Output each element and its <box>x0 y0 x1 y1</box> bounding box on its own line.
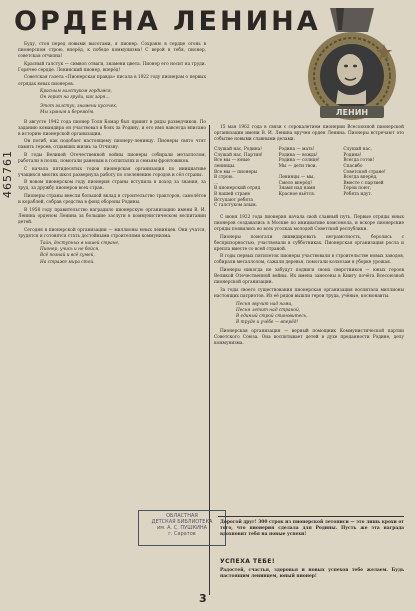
closing-intro: Дорогой друг! 300 строк из пионерской летописи — это лишь крохи от того, что пионерия сделала для Родины. Пусть же эта награда вдохновит тебя на новые успехи! <box>220 520 404 538</box>
left-body-paragraph: Пионеры страны внесли большой вклад в строительство тракторов, самолётов и кораблей, собрав средства в фонд обороны Родины. <box>18 194 206 206</box>
left-body-paragraph: Сегодня в пионерской организации — миллионы юных ленинцев. Они учатся, трудятся и готовятся стать достойными строителями коммунизма. <box>18 227 206 239</box>
poem-column: Родина — мать! Родина — вождь! Родина — солнце! Мы — дети твои. Ленинцы — мы, Смело вперёд! Знамя над нами Красное вьётся. <box>278 147 320 198</box>
left-column <box>18 42 206 269</box>
poem-block <box>214 147 404 209</box>
stamp-line: ДЕТСКАЯ БИБЛИОТЕКА <box>151 519 213 525</box>
right-lead: 15 мая 1962 года в связи с сорокалетием пионерии Всесоюзной пионерской организации имени В. И. Ленина вручен орден Ленина. Пионеры встречают это событие новыми славными делами. <box>214 125 404 143</box>
right-paragraph: Пионерская организация — верный помощник Коммунистической партии Советского Союза. Она воспитывает детей в духе преданности Родине, делу коммунизма. <box>214 328 404 347</box>
pledge-verse: Тайн, доступных в нашей стране, Пионер, учись и не бойся, Всё познай и всё сумей, На страже мира стой. <box>40 241 120 265</box>
stamp-line: г. Саратов <box>168 531 196 537</box>
right-paragraph: В годы первых пятилеток пионеры участвовали в строительстве новых заводов, собирали металлолом, сажали деревья, помогали колхозам в уборке урожая. <box>214 254 404 266</box>
left-verse: Этот галстук, знамени кусочек, Мы храним и бережём. <box>40 104 118 116</box>
left-body-paragraph: В августе 1942 года пионер Толя Комар был принят в ряды разведчиков. По заданию командира он участвовал в боях за Родину, и его имя навсегда вписано в историю пионерской организации. <box>18 119 206 137</box>
closing-rule <box>218 516 404 517</box>
stamp-line: ОБЛАСТНАЯ <box>166 513 198 519</box>
poem-column: Слушай нас, Родина! Слушай нас, Партия! Все мы — юные ленинцы. Все мы — пионеры В строю. … В пионерский отряд В нашей стране Вступают ребята С галстуком алым. <box>214 147 263 209</box>
left-paragraph: Красный галстук — символ отваги, знамени цвета. Пионер его носит на груди. Горячее сердце. Ленинский пионер, вперёд! <box>18 61 206 73</box>
left-body-paragraph: Он погиб, как подобает настоящему пионеру-ленинцу. Пионеры свято чтят память героев, отдавших жизнь за Отчизну. <box>18 139 206 151</box>
right-paragraph: С июня 1922 года пионерия начала свой славный путь. Первые отряды юных пионеров создавались в Москве по инициативе комсомола, и вскоре пионерские отряды появились во всех уголках молодой Советской республики. <box>214 214 404 232</box>
left-paragraph: Советская газета «Пионерская правда» писала в 1922 году пионерам о первых отрядах юных пионеров. <box>18 75 206 87</box>
left-body-paragraph: В годы Великой Отечественной войны пионеры собирали металлолом, работали в полях, помогали раненым в госпиталях и семьям фронтовиков. <box>18 153 206 165</box>
medal-banner <box>320 106 384 118</box>
left-verse: Красным галстуком гордимся, Он горит на груди, как заря… <box>40 89 113 101</box>
right-paragraph: За годы своего существования пионерская организация воспитала миллионы настоящих патриотов. Из её рядов вышли герои труда, учёные, космонавты. <box>214 287 404 299</box>
right-paragraph: Пионеры никогда не забудут подвиги своих сверстников — юных героев Великой Отечественной войны. Их имена занесены в Книгу почёта Всесоюзной пионерской организации. <box>214 268 404 286</box>
left-body-paragraph: В 1958 году правительство наградило пионерскую организацию имени В. И. Ленина орденом Ленина за большие заслуги в коммунистическом воспитании детей. <box>18 207 206 225</box>
page-title: ОРДЕНА ЛЕНИНА <box>14 6 321 37</box>
page-number: 3 <box>199 592 207 605</box>
right-verse: Песня звучит над нами, Песня летит над страной, В единый строй становитесь, В труде и учёбе — вперёд! <box>236 301 308 325</box>
left-body-paragraph: В новом пионерском году пионерия страны вступила в поход за знания, за труд, за дружбу пионеров всех стран. <box>18 180 206 192</box>
right-paragraph: Пионеры помогали ликвидировать неграмотность, боролись с беспризорностью, участвовали в субботниках. Пионерская организация росла и крепла вместе со всей страной. <box>214 234 404 252</box>
medal-banner-text: ЛЕНИН <box>335 108 369 117</box>
archive-number: 465761 <box>1 150 14 198</box>
left-body-paragraph: С начала пятидесятых годов пионерская организация по инициативе учащихся многих школ развернула работу по озеленению городов и сёл страны. <box>18 166 206 178</box>
closing-text: Радостей, счастья, здоровья и новых успехов тебе желаем. Будь настоящим ленинцем, юный пионер! <box>220 568 404 580</box>
right-column <box>214 125 404 349</box>
stamp-line: им. А. С. ПУШКИНА <box>156 525 208 531</box>
medal-ribbon <box>330 8 374 32</box>
order-of-lenin-medal <box>300 4 404 122</box>
poem-column: Слушай нас, Родина! Всегда готов! Спасибо Советской стране! Всегда вперёд, Вместе с партией Герои поют, Ребята идут. <box>343 147 386 198</box>
library-stamp <box>138 510 226 546</box>
closing-heading: УСПЕХА ТЕБЕ! <box>220 558 276 565</box>
left-paragraph: Буду, стоя перед новыми высотами, я пионер. Сохраню в сердце огонь в пионерском строю, вперёд, к победе коммунизма! С верой в тебя, пионер, советская отчизна! <box>18 42 206 60</box>
